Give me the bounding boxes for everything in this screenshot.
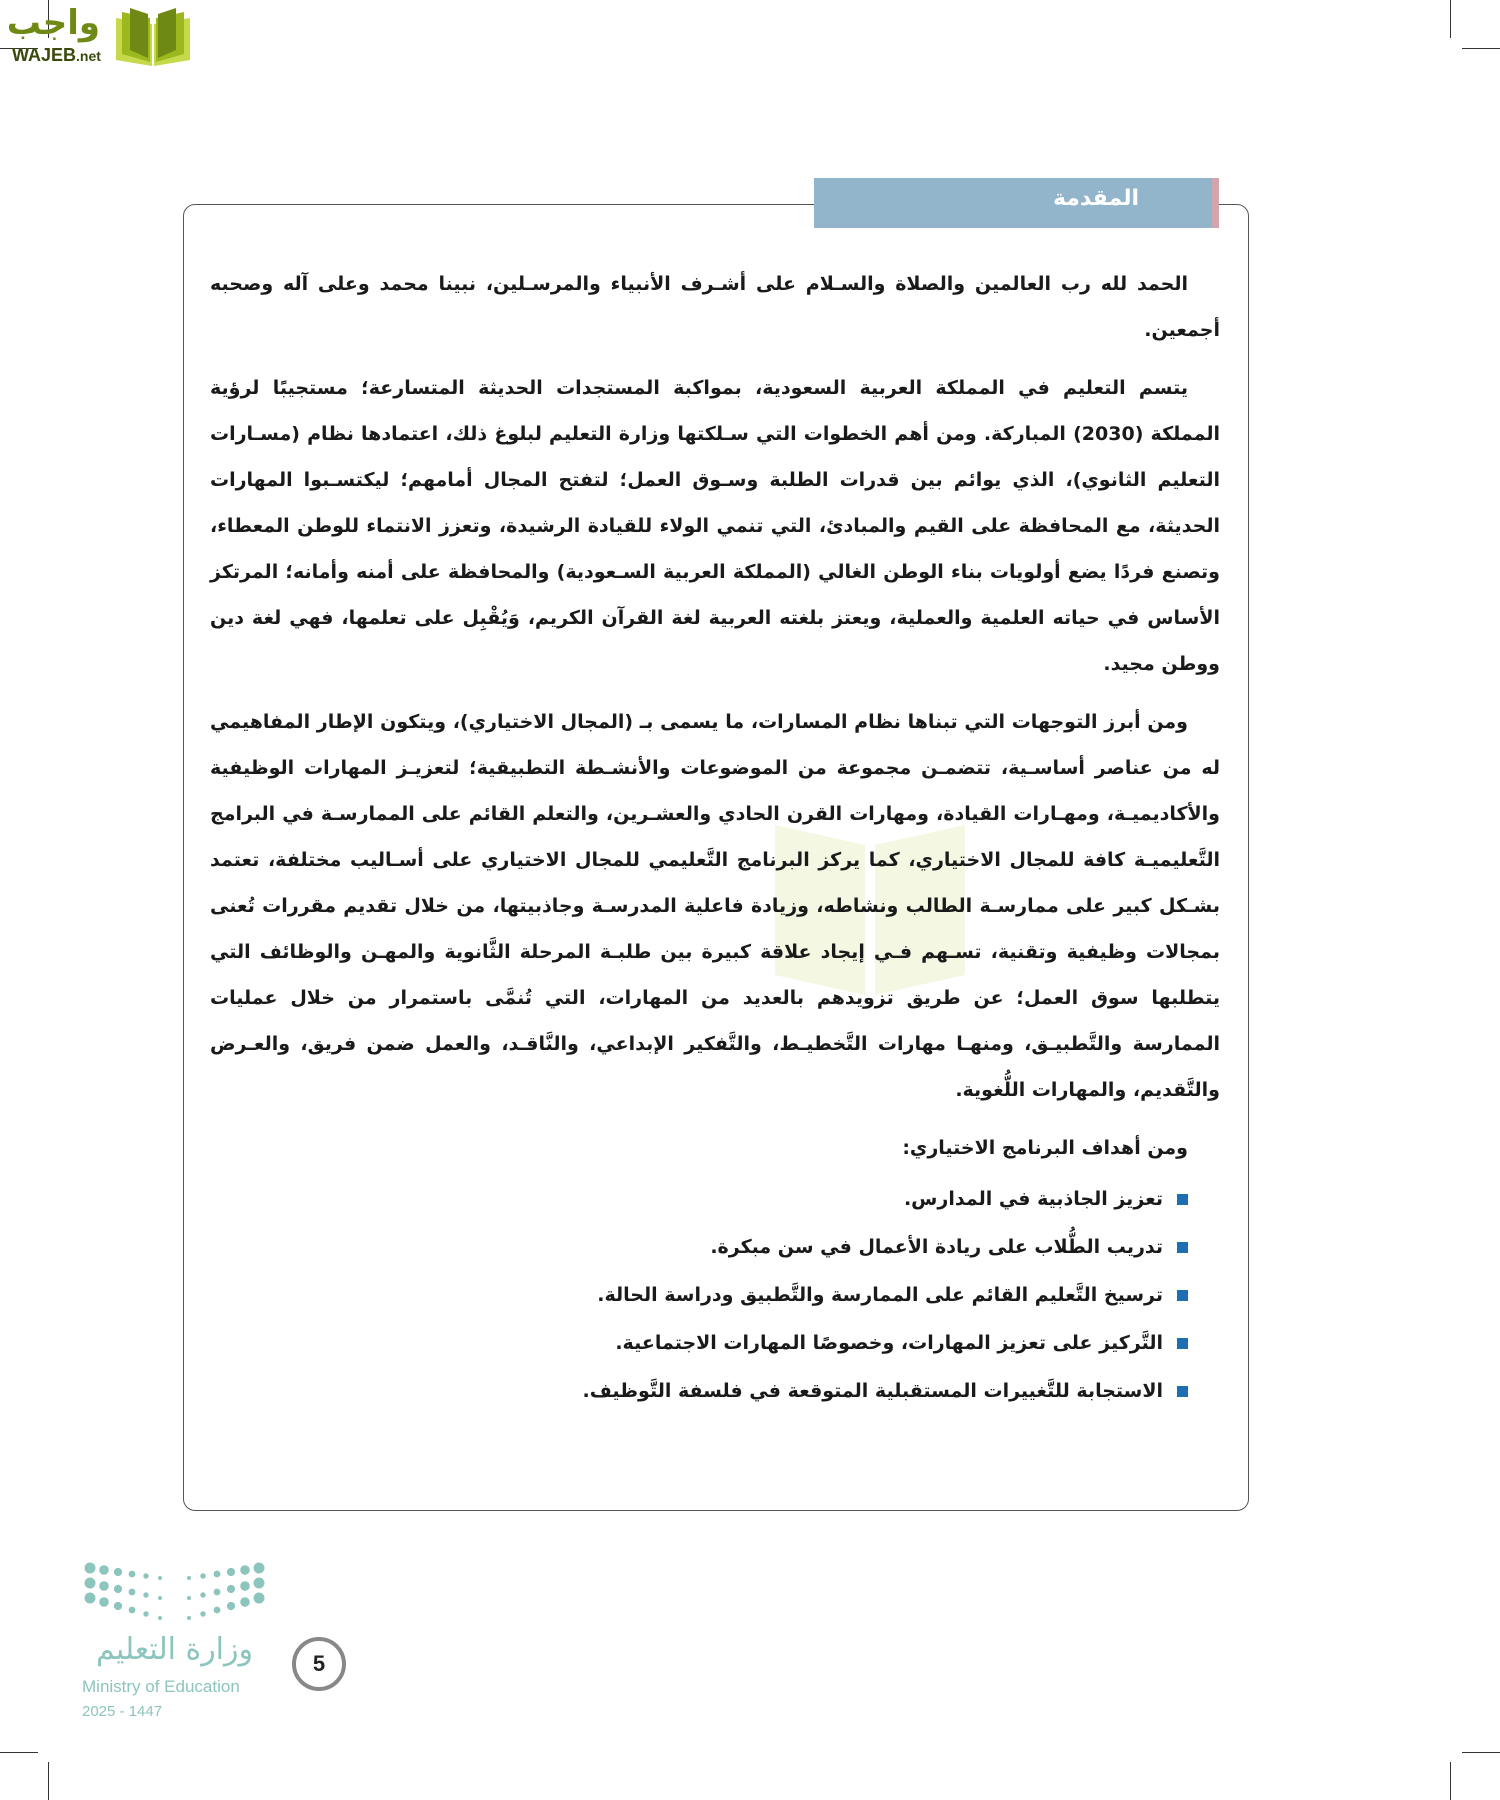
crop-mark [1462, 1752, 1500, 1753]
goal-text: الاستجابة للتَّغييرات المستقبلية المتوقعة في فلسفة التَّوظيف. [582, 1380, 1163, 1402]
list-item [210, 1223, 1188, 1271]
dot [129, 1589, 136, 1596]
dot [240, 1597, 250, 1607]
paragraph: الحمد لله رب العالمين والصلاة والسـلام على أشـرف الأنبياء والمرسـلين، نبينا محمد وعلى آله وصحبه أجمعين. [210, 273, 1220, 341]
dot [200, 1592, 205, 1597]
dot [227, 1568, 235, 1576]
goal-text: تدريب الطُّلاب على ريادة الأعمال في سن مبكرة. [710, 1236, 1163, 1258]
list-item [210, 1175, 1188, 1223]
dot [240, 1581, 250, 1591]
dot [240, 1565, 250, 1575]
dot [214, 1607, 221, 1614]
list-item [210, 1271, 1188, 1319]
paragraph: ومن أبرز التوجهات التي تبناها نظام المسارات، ما يسمى بـ (المجال الاختياري)، ويتكون الإطار المفاهيمي له من عناصر أساسـية، تتضمـن مجموعة من الموضوعات والأنشـطة التطبيقية؛ لتعزيـز المهارات الوظيفية والأكاديميـة، ومهـارات القيادة، ومهارات القرن الحادي والعشـرين، والتعلم القائم على الممارسـة في البرامج التَّعليميـة كافة للمجال الاختياري، كما يركز البرنامج التَّعليمي للمجال الاختياري على أسـاليب مختلفة، تعتمد بشـكل كبير على ممارسـة الطالب ونشاطه، وزيادة فاعلية المدرسـة وجاذبيتها، من خلال تقديم مقررات تُعنى بمجالات وظيفية وتقنية، تسـهم فـي إيجاد علاقة كبيرة بين طلبـة المرحلة الثَّانوية والمهـن والوظائف التي يتطلبها سوق العمل؛ عن طريق تزويدهم بالعديد من المهارات، التي تُنمَّى باستمرار من خلال عمليات الممارسة والتَّطبيـق، ومنهـا مهارات التَّخطيـط، والتَّفكير الإبداعي، والنَّاقـد، والعمل ضمن فريق، والعـرض والتَّقديم، والمهارات اللُّغوية. [210, 711, 1220, 1101]
crop-mark [1450, 0, 1451, 38]
header-accent [1212, 178, 1219, 228]
section-header [814, 178, 1219, 228]
dot [85, 1593, 96, 1604]
dot [254, 1563, 265, 1574]
dot [143, 1592, 148, 1597]
dot [227, 1585, 235, 1593]
dot [254, 1593, 265, 1604]
dot [129, 1607, 136, 1614]
dot [143, 1573, 148, 1578]
goals-list [210, 1175, 1220, 1415]
dot [129, 1571, 136, 1578]
bullet-square-icon [1177, 1194, 1188, 1205]
dot [114, 1585, 122, 1593]
list-item [210, 1319, 1188, 1367]
goal-text: تعزيز الجاذبية في المدارس. [903, 1188, 1163, 1210]
section-title: المقدمة [1052, 186, 1139, 211]
dot [227, 1602, 235, 1610]
ministry-name-en: Ministry of Education [82, 1677, 240, 1696]
crop-mark [1462, 48, 1500, 49]
crop-mark [0, 1752, 38, 1753]
ministry-logo [82, 1560, 272, 1730]
goal-text: التَّركيز على تعزيز المهارات، وخصوصًا المهارات الاجتماعية. [615, 1332, 1163, 1354]
dot [214, 1589, 221, 1596]
crop-mark [48, 1762, 49, 1800]
dot [158, 1616, 162, 1620]
bullet-square-icon [1177, 1386, 1188, 1397]
dot [85, 1578, 96, 1589]
dot [187, 1596, 191, 1600]
dot [187, 1576, 191, 1580]
goals-title: ومن أهداف البرنامج الاختياري: [902, 1137, 1188, 1159]
logo-latin: WAJEB.net [12, 45, 101, 65]
bullet-square-icon [1177, 1290, 1188, 1301]
dot [114, 1602, 122, 1610]
dot [99, 1565, 109, 1575]
intro-body [210, 261, 1220, 1113]
crop-mark [1450, 1762, 1451, 1800]
dot [187, 1616, 191, 1620]
dot [114, 1568, 122, 1576]
ministry-dots-icon [82, 1560, 267, 1630]
ministry-name-ar: وزارة التعليم [95, 1632, 253, 1667]
dot [158, 1576, 162, 1580]
logo-arabic: واجب [6, 3, 100, 43]
page-number: 5 [292, 1637, 346, 1691]
wajeb-logo[interactable] [6, 3, 190, 66]
dot [214, 1571, 221, 1578]
edition-year: 2025 - 1447 [82, 1703, 163, 1720]
dot [158, 1596, 162, 1600]
dot [99, 1597, 109, 1607]
bullet-square-icon [1177, 1338, 1188, 1349]
dot [200, 1573, 205, 1578]
dot [99, 1581, 109, 1591]
intro-frame [183, 204, 1249, 1511]
dot [143, 1611, 148, 1616]
bullet-square-icon [1177, 1242, 1188, 1253]
dot [200, 1611, 205, 1616]
dot [254, 1578, 265, 1589]
goal-text: ترسيخ التَّعليم القائم على الممارسة والتَّطبيق ودراسة الحالة. [597, 1284, 1163, 1306]
book-icon [108, 4, 198, 66]
list-item [210, 1367, 1188, 1415]
paragraph: يتسم التعليم في المملكة العربية السعودية، بمواكبة المستجدات الحديثة المتسارعة؛ مستجيبًا لرؤية المملكة (2030) المباركة. ومن أهم الخطوات التي سـلكتها وزارة التعليم لبلوغ ذلك، اعتمادها نظام (مسـارات التعليم الثانوي)، الذي يوائم بين قدرات الطلبة وسـوق العمل؛ لتفتح المجال أمامهم؛ ليكتسـبوا المهارات الحديثة، مع المحافظة على القيم والمبادئ، التي تنمي الولاء للقيادة الرشيدة، وتعزز الانتماء للوطن المعطاء، وتصنع فردًا يضع أولويات بناء الوطن الغالي (المملكة العربية السـعودية) والمحافظة على أمنه وأمانه؛ المرتكز الأساس في حياته العلمية والعملية، ويعتز بلغته العربية لغة القرآن الكريم، وَيُقْبِل على تعلمها، فهي لغة دين ووطن مجيد. [210, 377, 1220, 675]
dot [85, 1563, 96, 1574]
